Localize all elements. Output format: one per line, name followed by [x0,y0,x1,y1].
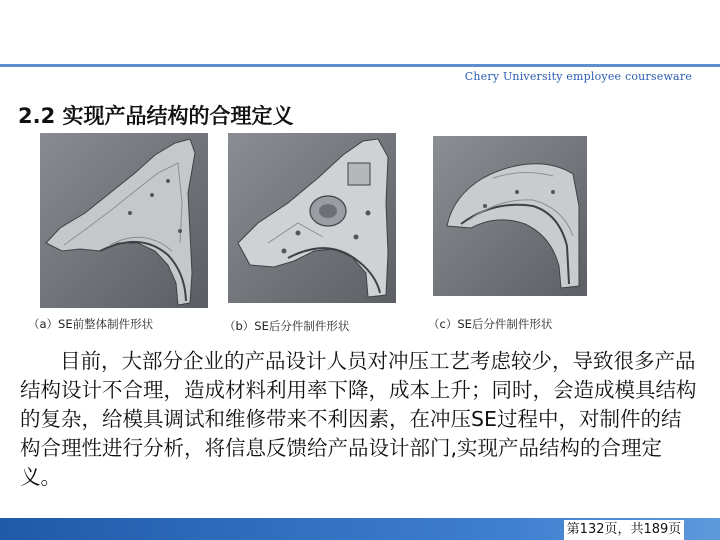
figure-b-image [228,133,396,303]
figure-c-caption: （c）SE后分件制件形状 [428,317,553,331]
header-rule [0,64,720,67]
courseware-label: Chery University employee courseware [464,70,692,83]
page-indicator: 第132页，共189页 [564,520,684,540]
figure-a-image [40,133,208,308]
figure-c-image [433,136,587,296]
figure-b-caption: （b）SE后分件制件形状 [224,319,350,333]
body-paragraph: 目前，大部分企业的产品设计人员对冲压工艺考虑较少，导致很多产品结构设计不合理，造成材料利用率下降，成本上升；同时，会造成模具结构的复杂，给模具调试和维修带来不利因素，在冲压SE过程中，对制件的结构合理性进行分析，将信息反馈给产品设计部门,实现产品结构的合理定义。 [20,349,697,489]
figure-a-caption: （a）SE前整体制件形状 [28,317,154,331]
section-title: 2.2 实现产品结构的合理定义 [18,104,294,128]
